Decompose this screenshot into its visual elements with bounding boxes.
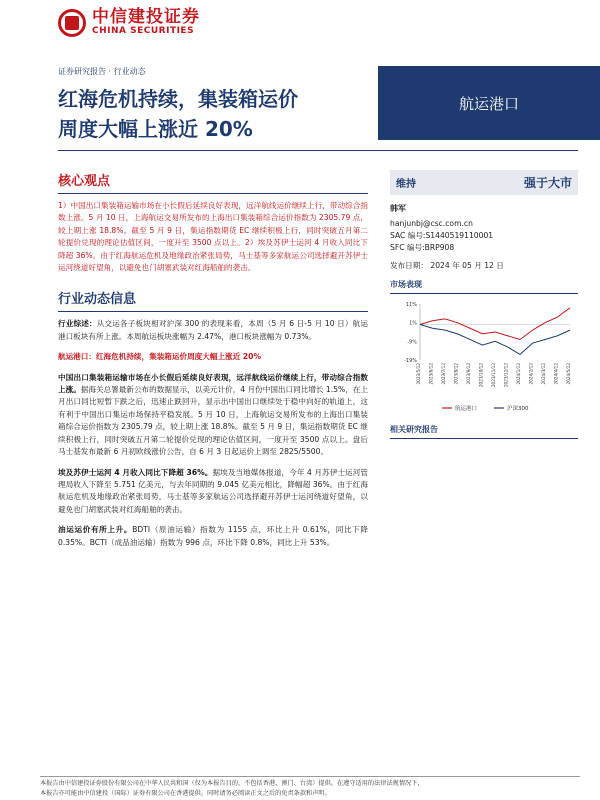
footer-disclaimer [40, 776, 580, 800]
analyst-sfc: SFC 编号:BRP908 [390, 243, 455, 252]
core-heading: 核心观点 [58, 170, 368, 194]
logo-en: CHINA SECURITIES [92, 26, 195, 36]
x-tick-label: 2023/12/12 [503, 363, 509, 388]
dynamics-heading: 行业动态信息 [58, 288, 368, 312]
report-title [58, 84, 378, 144]
rating-value: 强于大市 [523, 176, 572, 190]
footer-line-1: 本报告由中信建投证券股份有限公司在中华人民共和国（仅为本报告目的，不包括香港、澳门、台湾）提供。在遵守适用的法律法规情况下， [40, 780, 424, 787]
paragraph-overview [58, 318, 368, 343]
x-tick-label: 2024/5/12 [566, 363, 571, 385]
subsection-heading: 航运港口：红海危机持续，集装箱运价周度大幅上涨近 20% [58, 352, 262, 362]
logo-cn: 中信建投证券 [92, 7, 200, 27]
x-tick-label: 2024/1/12 [516, 363, 521, 385]
market-chart-container [390, 298, 578, 418]
sidebar [390, 170, 578, 443]
y-tick-label: -9% [407, 339, 417, 346]
publish-date: 发布日期： 2024 年 05 月 12 日 [390, 261, 504, 270]
paragraph-overview-bold: 行业综述： [58, 319, 97, 329]
rating-row [390, 170, 578, 195]
legend-label-1: 航运港口 [455, 406, 478, 412]
company-logo [58, 8, 200, 37]
x-tick-label: 2023/7/12 [441, 363, 446, 385]
paragraph-oil [58, 524, 368, 549]
x-tick-label: 2023/10/12 [478, 363, 484, 388]
x-tick-label: 2024/2/12 [528, 363, 534, 385]
paragraph-suez-bold: 埃及苏伊士运河 4 月收入同比下降超 36%。 [58, 467, 213, 477]
paragraph-container-market [58, 372, 368, 459]
breadcrumb: 证券研究报告 · 行业动态 [58, 67, 146, 76]
paragraph-oil-text: BDTI（原油运输）指数为 1155 点，环比上升 0.61%，同比下降 0.35%。BCTI（成品油运输）指数为 996 点，环比下降 0.8%，同比上升 53%。 [58, 525, 369, 547]
analyst-name: 韩军 [390, 204, 406, 213]
analyst-email: hanjunbj@csc.com.cn [390, 219, 473, 228]
series-line-2 [420, 325, 570, 355]
paragraph-container-text: 据海关总署最新公布的数据显示，以美元计价，4 月份中国出口同比增长 1.5%，在上月出口同比短暂下跌之后，迅速止跌回升，显示出中国出口继续处于稳中向好的轨道上，这有利于中国出口集运市场保持平稳发展。5 月 10 日，上海航运交易所发布的上海出口集装箱综合运价指数为 2305.79 点，较上期上涨 18.8%。截至 5 月 9 日，集运指数期货 EC 继续积极上行，同时突破五月第二轮提价兑现的理论估值区间，一度升至 3500 点以上。盘后马士基发布最新 6 月初欧线涨价公告，自 6 月 3 日起运价上调至 2825/5500。 [58, 385, 369, 457]
legend-label-2: 沪深300 [507, 406, 529, 412]
title-line-1: 红海危机持续，集装箱运价 [58, 87, 298, 111]
x-tick-label: 2023/6/12 [428, 363, 434, 385]
x-tick-label: 2023/9/12 [466, 363, 471, 385]
analyst-sac: SAC 编号:S1440519110001 [390, 231, 494, 240]
x-tick-label: 2023/8/12 [453, 363, 459, 385]
header-divider [58, 150, 578, 151]
title-line-2: 周度大幅上涨近 20% [58, 117, 253, 141]
y-tick-label: 11% [405, 302, 417, 308]
series-line-1 [420, 308, 570, 340]
x-tick-label: 2024/3/12 [541, 363, 546, 385]
x-tick-label: 2023/11/12 [491, 363, 496, 388]
related-heading: 相关研究报告 [390, 424, 578, 439]
footer-line-2: 本报告亦可能由中信建投（国际）证券有限公司在香港提供。同时请务必阅读正文之后的免责条款和声明。 [40, 789, 331, 797]
paragraph-overview-text: 从交运各子板块相对沪深 300 的表现来看，本周（5 月 6 日-5 月 10 日）航运港口板块有所上涨。本周航运板块涨幅为 2.47%，港口板块涨幅为 0.73%。 [58, 319, 369, 341]
y-tick-label: 1% [409, 320, 417, 327]
paragraph-suez-text: 据埃及当地媒体报道，今年 4 月苏伊士运河管理局收入下降至 5.751 亿美元，与去年同期的 9.045 亿美元相比，降幅超 36%。由于红海航运危机及地缘政治紧张局势，马士基等多家航运公司选择避开苏伊士运河绕道好望角，以避免也门胡塞武装对红海船舶的袭击。 [58, 467, 368, 514]
main-column [58, 170, 368, 557]
market-chart [390, 298, 578, 418]
paragraph-suez [58, 467, 368, 517]
market-heading: 市场表现 [390, 279, 578, 294]
x-tick-label: 2023/5/12 [416, 363, 421, 385]
core-text: 1）中国出口集装箱运输市场在小长假后延续良好表现，远洋航线运价继续上行，带动综合指数上涨。5 月 10 日，上海航运交易所发布的上海出口集装箱综合运价指数为 2305.79 点，较上期上涨 18.8%。截至 5 月 9 日，集运指数期货 EC 继续积极上行，同时突破五月第二轮提价兑现的理论估值区间，一度升至 3500 点以上。2）埃及苏伊士运河 4 月收入同比下降超 36%。由于红海航运危机及地缘政治紧张局势，马士基等多家航运公司选择避开苏伊士运河绕道好望角，以避免也门胡塞武装对红海船舶的袭击。 [58, 201, 368, 273]
sector-badge: 航运港口 [378, 66, 600, 140]
paragraph-oil-bold: 油运运价有所上升。 [58, 525, 133, 535]
paragraph-container-bold: 中国出口集装箱运输市场在小长假后延续良好表现，远洋航线运价继续上行，带动综合指数上涨。 [58, 372, 368, 395]
x-tick-label: 2024/4/12 [553, 363, 559, 385]
rating-label: 维持 [396, 179, 416, 190]
y-tick-label: -19% [404, 358, 417, 364]
logo-icon [58, 9, 86, 37]
